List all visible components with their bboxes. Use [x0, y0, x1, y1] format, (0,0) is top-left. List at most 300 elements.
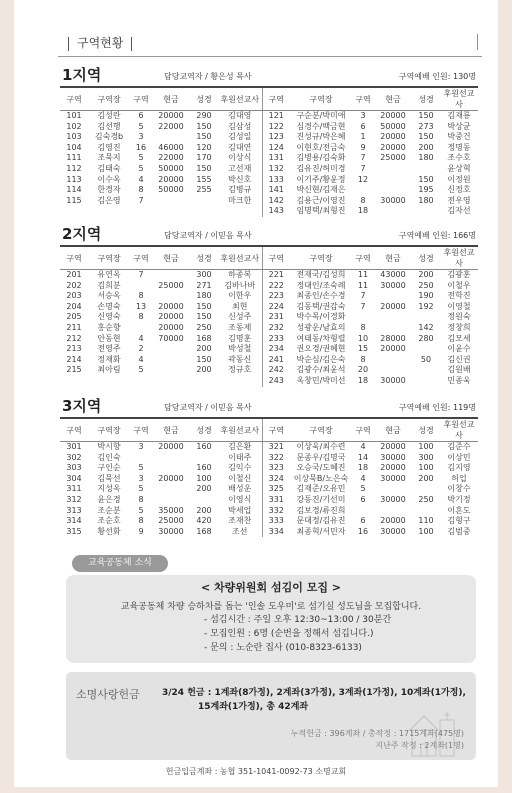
table-cell: 255 [196, 185, 212, 195]
header-bar-left [68, 37, 69, 51]
table-cell [412, 365, 440, 376]
table-row [60, 355, 478, 366]
table-cell: 50 [420, 354, 432, 364]
table-cell [374, 323, 412, 334]
table-cell: 고선재 [228, 163, 252, 173]
table-cell [374, 484, 412, 495]
table-cell: 313 [66, 505, 82, 515]
table-cell: 205 [66, 312, 82, 322]
table-cell: 5 [138, 484, 144, 494]
table-cell: 332 [262, 506, 290, 517]
region-table [60, 247, 478, 387]
table-cell: 김범중 [447, 526, 471, 536]
table-cell: 최아림 [97, 365, 121, 375]
table-cell: 전재국/김성희 [296, 270, 346, 279]
column-header: 성경 [412, 247, 440, 270]
news-item-count: - 모집인원 : 6명 (순번을 정해서 섬깁니다.) [204, 629, 374, 639]
table-cell: 224 [262, 302, 290, 313]
table-cell: 최현 [232, 301, 248, 311]
table-row [60, 175, 478, 186]
table-cell: 200 [418, 142, 434, 152]
table-cell: 김인숙 [97, 452, 121, 462]
table-cell: 3 [360, 111, 366, 120]
table-cell: 20000 [158, 442, 184, 451]
table-cell [352, 312, 374, 323]
column-header: 후원선교사 [218, 88, 262, 111]
table-cell: 5 [138, 365, 144, 375]
table-cell [190, 495, 218, 506]
table-cell: 271 [196, 280, 212, 290]
table-cell: 6 [138, 111, 144, 120]
table-cell: 조순분 [97, 505, 121, 515]
table-cell: 문대정/김유진 [296, 516, 346, 526]
table-row [60, 442, 478, 453]
table-cell: 333 [262, 516, 290, 527]
table-row [60, 206, 478, 217]
table-cell: 112 [66, 163, 82, 173]
table-cell: 20000 [158, 312, 184, 322]
table-cell [152, 206, 190, 217]
column-header: 구역장 [290, 419, 352, 442]
table-cell: 민종욱 [447, 375, 471, 385]
region-table [60, 419, 478, 537]
table-cell: 김희분 [97, 280, 121, 290]
table-cell: 이영식 [228, 494, 252, 504]
table-cell: 김익수 [228, 463, 252, 473]
table-cell: 7 [360, 163, 366, 173]
table-cell: 231 [262, 312, 290, 323]
table-cell: 30000 [380, 494, 406, 504]
table-cell [374, 164, 412, 175]
column-header: 현금 [152, 419, 190, 442]
table-cell: 133 [262, 175, 290, 186]
table-cell: 70000 [158, 333, 184, 343]
table-cell: 박상균 [447, 121, 471, 131]
table-cell: 331 [262, 495, 290, 506]
table-cell: 25000 [158, 516, 184, 526]
column-header: 구역 [262, 419, 290, 442]
table-cell: 50000 [380, 121, 406, 131]
table-cell: 243 [262, 376, 290, 387]
table-row [60, 281, 478, 292]
table-cell: 김병규 [228, 185, 252, 195]
table-cell [412, 376, 440, 387]
table-cell: 143 [262, 206, 290, 217]
table-cell: 18 [357, 206, 369, 216]
table-cell: 203 [66, 291, 82, 301]
table-cell: 조재찬 [228, 516, 252, 526]
column-header: 구역 [262, 88, 290, 111]
table-cell: 김용근/이영진 [296, 195, 346, 205]
table-cell: 290 [196, 111, 212, 120]
table-cell: 손명숙 [97, 301, 121, 311]
column-header: 구역 [352, 419, 374, 442]
table-cell: 100 [196, 473, 212, 483]
table-cell: 25000 [380, 153, 406, 163]
table-cell: 강동진/기선미 [296, 494, 346, 504]
table-cell: 이한우 [228, 291, 252, 301]
table-cell: 200 [196, 365, 212, 375]
table-cell: 20000 [380, 111, 406, 120]
column-header: 구역 [262, 247, 290, 270]
table-cell: 신영숙 [97, 312, 121, 322]
table-cell: 301 [66, 442, 82, 451]
table-cell: 200 [418, 270, 434, 279]
table-cell: 4 [138, 174, 144, 184]
table-cell [152, 270, 190, 281]
table-cell: 180 [418, 195, 434, 205]
page-frame-right [498, 0, 512, 793]
table-cell: 280 [418, 333, 434, 343]
table-cell: 이철신 [228, 473, 252, 483]
table-header-row [60, 88, 478, 111]
table-cell: 박중건 [447, 132, 471, 142]
table-cell: 213 [66, 344, 82, 354]
table-cell: 김형구 [447, 516, 471, 526]
table-cell: 233 [262, 334, 290, 345]
table-cell: 150 [196, 312, 212, 322]
table-cell: 214 [66, 354, 82, 364]
header-accent-tick [477, 34, 478, 50]
table-cell: 8 [138, 516, 144, 526]
table-cell: 7 [360, 301, 366, 311]
table-cell [130, 376, 152, 387]
table-cell: 11 [357, 280, 369, 290]
table-cell [190, 453, 218, 464]
header-bar-right [131, 37, 132, 51]
table-cell: 박수목/이경화 [296, 312, 346, 322]
table-cell: 113 [66, 174, 82, 184]
table-cell: 문종우/김명국 [296, 452, 346, 462]
table-cell: 김광훈 [447, 270, 471, 279]
table-cell: 김재룡 [447, 111, 471, 120]
column-header: 구역장 [88, 419, 130, 442]
table-cell: 최종혁/서민자 [296, 526, 346, 536]
table-cell: 4 [360, 473, 366, 483]
table-cell: 유연옥 [97, 270, 121, 279]
table-cell: 7 [138, 270, 144, 279]
table-cell: 334 [262, 527, 290, 538]
column-header: 구역 [352, 88, 374, 111]
table-cell: 202 [66, 280, 82, 290]
table-cell: 303 [66, 463, 82, 473]
table-cell: 이상식 [228, 153, 252, 163]
table-cell: 200 [196, 344, 212, 354]
table-cell: 박순심/김은숙 [296, 354, 346, 364]
table-cell: 22000 [158, 153, 184, 163]
table-cell: 5 [360, 484, 366, 494]
table-cell: 조선 [232, 526, 248, 536]
table-cell: 마크한 [228, 195, 252, 205]
table-cell: 12 [357, 174, 369, 184]
table-cell: 임명택/최형진 [296, 206, 346, 216]
table-cell [412, 312, 440, 323]
table-cell: 박시향 [97, 442, 121, 451]
region-leader: 담당교역자 / 이믿음 목사 [164, 231, 252, 240]
table-cell: 이윤수 [447, 344, 471, 354]
table-cell: 420 [196, 516, 212, 526]
table-cell: 16 [357, 526, 369, 536]
table-cell: 이상욱/최수련 [296, 442, 346, 451]
table-cell: 150 [196, 354, 212, 364]
region-header [60, 395, 478, 419]
table-cell: 정재화 [97, 354, 121, 364]
table-cell: 신성주 [228, 312, 252, 322]
table-cell: 211 [66, 322, 82, 332]
column-header: 후원선교사 [440, 247, 478, 270]
table-cell: 김원배 [447, 365, 471, 375]
offering-label: 소명사랑헌금 [76, 688, 140, 701]
table-cell: 8 [360, 195, 366, 205]
table-cell: 201 [66, 270, 82, 279]
table-cell: 168 [196, 526, 212, 536]
news-item-contact: - 문의 : 노순란 집사 (010-8323-6133) [204, 643, 362, 653]
region-2 [60, 223, 478, 387]
table-row [60, 365, 478, 376]
table-cell: 20000 [158, 473, 184, 483]
region-attendance: 구역예배 인원: 119명 [398, 403, 476, 412]
table-cell: 10 [357, 333, 369, 343]
table-cell [152, 196, 190, 207]
table-cell: 20000 [158, 301, 184, 311]
page-title: 구역현황 [77, 36, 124, 50]
table-cell: 223 [262, 291, 290, 302]
table-cell: 8 [360, 354, 366, 364]
table-cell [218, 376, 262, 387]
region-1 [60, 64, 478, 217]
table-cell [190, 206, 218, 217]
table-cell: 50000 [158, 163, 184, 173]
table-cell: 18 [357, 463, 369, 473]
table-cell: 35000 [158, 505, 184, 515]
table-cell: 이태주 [228, 452, 252, 462]
table-header-row [60, 419, 478, 442]
table-cell [218, 206, 262, 217]
column-header: 후원선교사 [218, 247, 262, 270]
region-title: 1지역 [62, 66, 102, 84]
table-cell: 150 [196, 121, 212, 131]
table-cell: 43000 [380, 270, 406, 279]
page-content [14, 0, 498, 793]
table-cell: 5 [138, 121, 144, 131]
table-cell: 5 [138, 153, 144, 163]
table-row [60, 111, 478, 122]
table-cell: 104 [66, 142, 82, 152]
offering-box [66, 672, 476, 760]
table-cell [374, 506, 412, 517]
column-header: 성경 [412, 88, 440, 111]
table-cell: 7 [138, 195, 144, 205]
news-title: < 차량위원회 섬김이 모집 > [200, 581, 341, 594]
table-cell [374, 355, 412, 366]
table-cell: 215 [66, 365, 82, 375]
table-cell: 221 [262, 270, 290, 281]
table-cell: 250 [418, 494, 434, 504]
table-cell: 박신호 [228, 174, 252, 184]
column-header: 후원선교사 [440, 419, 478, 442]
table-cell: 김준수 [447, 442, 471, 451]
table-cell: 122 [262, 122, 290, 133]
table-cell [152, 495, 190, 506]
region-3 [60, 395, 478, 537]
table-cell: 이영철 [447, 301, 471, 311]
table-cell: 4 [360, 442, 366, 451]
table-cell: 180 [196, 291, 212, 301]
table-cell: 141 [262, 185, 290, 196]
table-cell: 273 [418, 121, 434, 131]
table-cell [130, 281, 152, 292]
table-cell: 성광운/남효의 [296, 322, 346, 332]
table-cell [152, 453, 190, 464]
table-cell: 조순호 [97, 516, 121, 526]
table-cell: 황선화 [97, 526, 121, 536]
table-cell: 300 [196, 270, 212, 279]
table-cell: 박세업 [228, 505, 252, 515]
column-header: 현금 [374, 419, 412, 442]
table-cell: 8 [138, 494, 144, 504]
table-cell: 이흔도 [447, 505, 471, 515]
table-row [60, 302, 478, 313]
table-cell [352, 506, 374, 517]
table-cell: 최종인/손수경 [296, 291, 346, 301]
table-cell: 7 [360, 291, 366, 301]
column-header: 구역장 [290, 88, 352, 111]
table-cell: 168 [196, 333, 212, 343]
table-cell: 안동현 [97, 333, 121, 343]
region-table [60, 88, 478, 217]
table-cell: 김신권 [447, 354, 471, 364]
table-cell: 홍순향 [97, 322, 121, 332]
table-cell: 20000 [380, 463, 406, 473]
news-list [204, 613, 391, 655]
table-row [60, 122, 478, 133]
region-attendance: 구역예배 인원: 166명 [398, 231, 476, 240]
table-cell: 102 [66, 121, 82, 131]
table-cell: 11 [357, 270, 369, 279]
table-cell: 3 [138, 473, 144, 483]
table-cell: 323 [262, 463, 290, 474]
table-cell: 8 [138, 185, 144, 195]
table-cell: 111 [66, 153, 82, 163]
table-cell: 진성규/박은혜 [296, 132, 346, 142]
table-row [60, 344, 478, 355]
table-cell [374, 185, 412, 196]
table-cell: 3 [138, 132, 144, 142]
table-cell: 28000 [380, 333, 406, 343]
page-header [60, 34, 140, 51]
table-cell: 8 [138, 312, 144, 322]
table-cell: 김성란 [97, 111, 121, 120]
news-item-time: - 섬김시간 : 주일 오후 12:30~13:00 / 30분간 [204, 615, 392, 625]
table-cell: 김동택/권감숙 [296, 301, 346, 311]
table-cell: 120 [196, 142, 212, 152]
table-cell: 150 [418, 111, 434, 120]
column-header: 현금 [374, 88, 412, 111]
table-cell [374, 312, 412, 323]
table-cell: 김자선 [447, 206, 471, 216]
table-cell: 1 [360, 132, 366, 142]
table-cell: 15 [357, 344, 369, 354]
table-cell: 20000 [380, 132, 406, 142]
table-cell: 박신현/김재은 [296, 185, 346, 195]
table-cell [412, 206, 440, 217]
table-cell: 이정원 [447, 174, 471, 184]
column-header: 성경 [412, 419, 440, 442]
table-cell: 이철우 [447, 280, 471, 290]
table-cell: 142 [418, 322, 434, 332]
table-row [60, 453, 478, 464]
offering-cumulative: 누적헌금 : 396계좌 / 총작정 : 1715계좌(475명) [290, 729, 464, 738]
table-cell: 16 [135, 142, 147, 152]
column-header: 후원선교사 [218, 419, 262, 442]
table-cell: 조수호 [447, 153, 471, 163]
column-header: 구역 [60, 247, 88, 270]
column-header: 구역 [60, 88, 88, 111]
region-leader: 담당교역자 / 이믿음 목사 [164, 403, 252, 412]
table-cell: 김태숙 [97, 163, 121, 173]
table-cell: 20000 [380, 442, 406, 451]
offering-stats [291, 728, 464, 752]
table-cell: 옥창민/박미선 [296, 375, 346, 385]
table-cell: 131 [262, 153, 290, 164]
table-cell: 20000 [380, 516, 406, 526]
table-cell: 정규호 [228, 365, 252, 375]
table-row [60, 185, 478, 196]
table-cell: 322 [262, 453, 290, 464]
table-cell: 허업 [451, 473, 467, 483]
table-cell: 박기정 [447, 494, 471, 504]
table-cell: 311 [66, 484, 82, 494]
table-row [60, 164, 478, 175]
table-cell: 302 [66, 452, 82, 462]
table-cell: 박성철 [228, 344, 252, 354]
table-cell: 2 [138, 344, 144, 354]
table-cell: 30000 [380, 195, 406, 205]
table-cell: 150 [196, 301, 212, 311]
news-body: 교육공동체 차량 승하차를 돕는 '인솔 도우미'로 섬기실 성도님을 모집합니다. [120, 602, 422, 612]
table-cell: 22000 [158, 121, 184, 131]
table-cell: 김은환 [228, 442, 252, 451]
table-cell: 김지영 [447, 463, 471, 473]
table-cell: 구인순 [97, 463, 121, 473]
table-cell: 김숙경b [94, 132, 124, 142]
table-row [60, 143, 478, 154]
column-header: 성경 [190, 247, 218, 270]
table-row [60, 474, 478, 485]
column-header: 구역 [352, 247, 374, 270]
table-cell: 200 [196, 505, 212, 515]
table-cell: 김선행 [97, 121, 121, 131]
table-cell [412, 164, 440, 175]
table-cell: 심경수/백금현 [296, 121, 346, 131]
table-cell: 조동제 [228, 322, 252, 332]
table-cell: 이상묵B/노은숙 [293, 473, 349, 483]
table-cell: 123 [262, 132, 290, 143]
table-cell: 이현호/전금숙 [296, 142, 346, 152]
table-row [60, 463, 478, 474]
page-frame-left [0, 0, 14, 793]
table-cell [190, 376, 218, 387]
table-cell: 100 [418, 442, 434, 451]
table-cell: 배성운 [228, 484, 252, 494]
table-cell: 110 [418, 516, 434, 526]
table-cell [130, 323, 152, 334]
column-header: 구역 [130, 419, 152, 442]
table-cell: 김대영 [228, 111, 252, 120]
table-cell [412, 506, 440, 517]
region-header [60, 64, 478, 88]
table-cell [152, 365, 190, 376]
